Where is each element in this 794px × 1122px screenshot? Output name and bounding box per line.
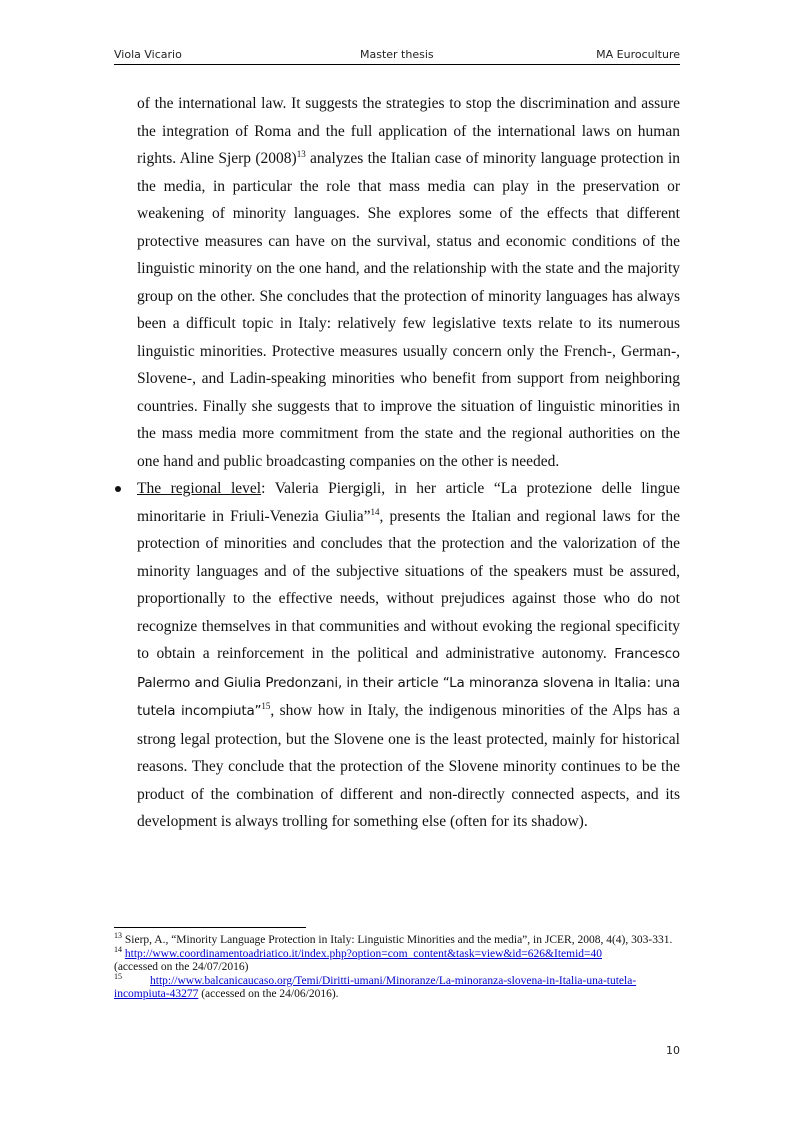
page-number: 10 <box>666 1044 680 1057</box>
heading-colon: : <box>261 480 275 497</box>
header-document-type: Master thesis <box>360 48 434 61</box>
paragraph-sjerp <box>137 90 680 475</box>
bullet-regional-level <box>137 475 680 836</box>
bullet-text-alt-font: Francesco Palermo and Giulia Predonzani, in their article “La minoranza slovena in Italia: una tutela incompiuta” <box>137 646 680 719</box>
footnote-13 <box>114 931 680 948</box>
footnote-number: 13 <box>114 931 122 941</box>
main-text <box>137 90 680 836</box>
footnote-text: Sierp, A., “Minority Language Protection in Italy: Linguistic Minorities and the media”, in JCER, 2008, 4(4), 303-331. <box>122 934 673 946</box>
footnote-number: 14 <box>114 944 122 954</box>
page-header <box>114 48 680 65</box>
footnote-ref-13[interactable]: 13 <box>296 148 306 159</box>
header-author: Viola Vicario <box>114 48 182 61</box>
bullet-text: , show how in Italy, the indigenous minorities of the Alps has a strong legal protection, but the Slovene one is the least protected, mainly for historical reasons. They conclude that the protection of the Slovene minority continues to be the product of the combination of different and non-directly connected aspects, and its development is always trolling for something else (often for its shadow). <box>137 702 680 830</box>
bullet-text: Valeria Piergigli, in her article “La protezione delle lingue minoritarie in Friuli-Venezia Giulia” <box>137 480 680 525</box>
paragraph-text: of the international law. It suggests the strategies to stop the discrimination and assure the integration of Roma and the full application of the international laws on human rights. Aline Sjerp (2008) <box>137 95 680 167</box>
header-program: MA Euroculture <box>596 48 680 61</box>
footnote-separator <box>114 927 306 928</box>
bullet-heading: The regional level <box>137 480 262 497</box>
footnote-ref-14[interactable]: 14 <box>370 506 380 517</box>
paragraph-text: analyzes the Italian case of minority language protection in the media, in particular the role that mass media can play in the preservation or weakening of minority languages. She explores some of the effects that different protective measures can have on the survival, status and economic conditions of the linguistic minority on the one hand, and the relationship with the state and the majority group on the other. She concludes that the protection of minority languages has always been a difficult topic in Italy: relatively few legislative texts relate to its numerous linguistic minorities. Protective measures usually concern only the French-, German-, Slovene-, and Ladin-speaking minorities who benefit from support from neighboring countries. Finally she suggests that to improve the situation of linguistic minorities in the mass media more commitment from the state and the regional authorities on the one hand and public broadcasting companies on the other is needed. <box>137 150 680 470</box>
footnote-15: $^{15}$ http://www.balcanicaucaso.org/Temi/Diritti-umani/Minoranze/La-minoranza-slovena-in-Italia-una-tutela-incompiuta-43277 (accessed on the 24/06/2016). <box>114 971 637 1000</box>
footnote-14 <box>114 944 680 975</box>
footnote-link-14[interactable]: http://www.coordinamentoadriatico.it/index.php?option=com_content&task=view&id=626&Itemid=40 <box>124 947 602 960</box>
bullet-text: , presents the Italian and regional laws for the protection of minorities and concludes that the protection and the valorization of the minority languages and of the subjective situations of the speakers must be assured, proportionally to the effective needs, without prejudices against those who do not recognize themselves in that communities and without evoking the regional specificity to obtain a reinforcement in the political and administrative autonomy. <box>137 507 680 662</box>
footnote-access-note: (accessed on the 24/06/2016). <box>198 988 339 1000</box>
footnote-link-15[interactable]: http://www.balcanicaucaso.org/Temi/Diritti-umani/Minoranze/La-minoranza-slovena-in-Italia-una-tutela-incompiuta-43277 <box>114 974 637 1000</box>
footnote-access-note: (accessed on the 24/07/2016) <box>114 961 249 973</box>
footnote-ref-15[interactable]: 15 <box>261 700 271 711</box>
bullet-icon <box>115 486 121 492</box>
footnotes <box>114 931 680 1002</box>
